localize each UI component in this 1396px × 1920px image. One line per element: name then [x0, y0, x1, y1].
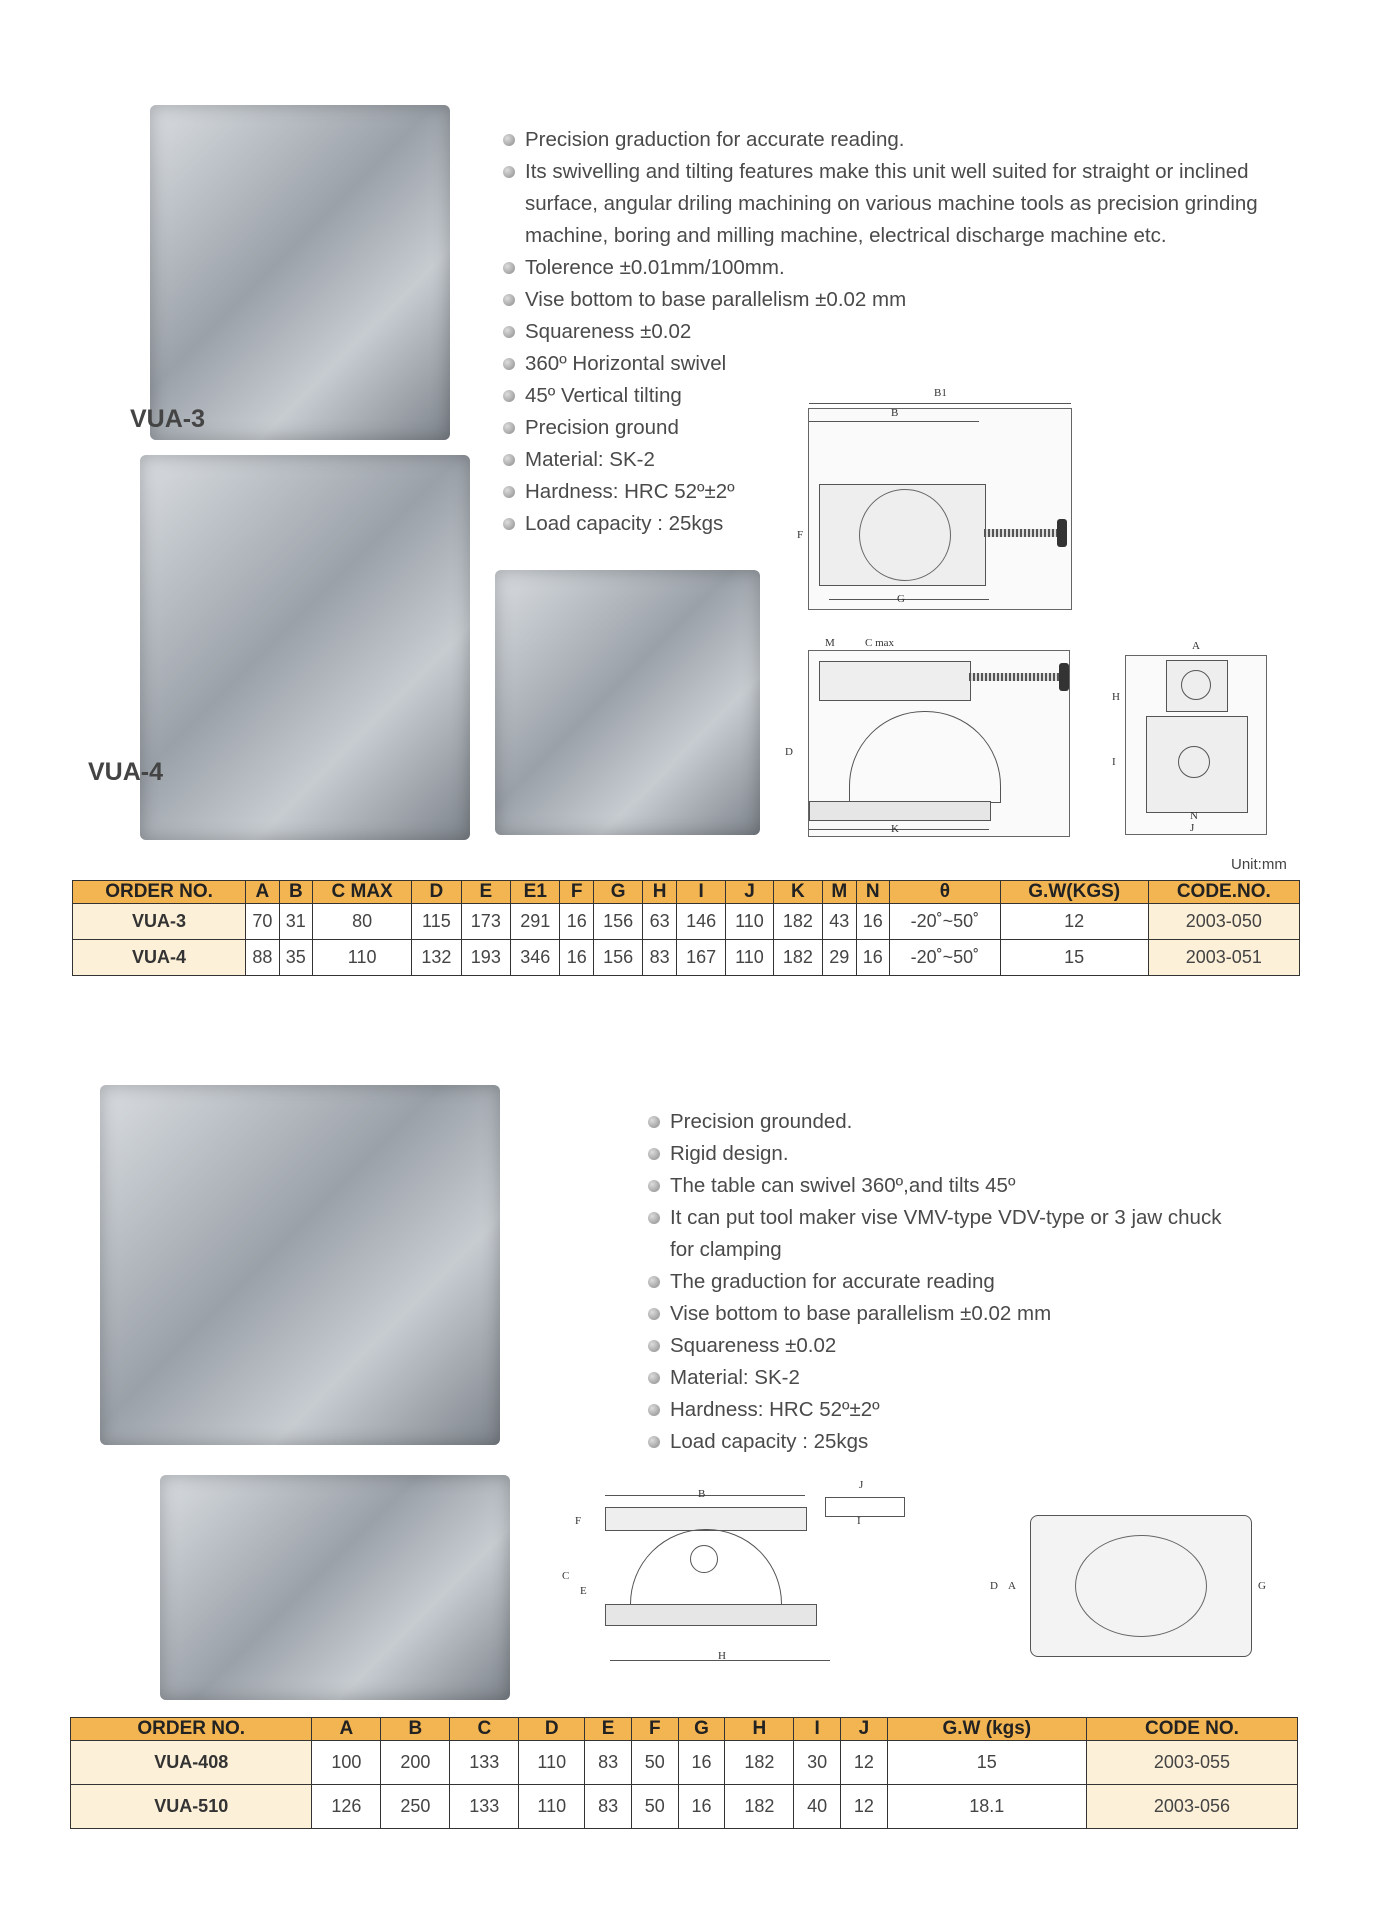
t-slot-detail-drawing: J I [825, 1485, 905, 1530]
bullet-icon [503, 134, 515, 146]
feature-item: Precision graduction for accurate reading. [503, 124, 1303, 156]
table-cell: 200 [381, 1741, 450, 1785]
table-cell: 88 [246, 940, 279, 976]
feature-item: The graduction for accurate reading [648, 1266, 1248, 1298]
table-header-row [73, 881, 1300, 904]
bullet-icon [648, 1148, 660, 1160]
bullet-icon [648, 1404, 660, 1416]
column-header: I [676, 881, 725, 904]
table-row [73, 904, 1300, 940]
vua-end-view-drawing: A H I N J [1125, 655, 1267, 835]
bullet-icon [648, 1308, 660, 1320]
table-cell: 35 [279, 940, 312, 976]
column-header: J [726, 881, 773, 904]
table-header-row [71, 1718, 1298, 1741]
feature-item: 360º Horizontal swivel [503, 348, 1303, 380]
table-cell: VUA-408 [71, 1741, 312, 1785]
column-header: CODE NO. [1086, 1718, 1297, 1741]
feature-item: Hardness: HRC 52º±2º [503, 476, 1303, 508]
column-header: A [312, 1718, 381, 1741]
tilting-table-photo [100, 1085, 500, 1445]
vua-408-510-spec-table [70, 1717, 1298, 1829]
feature-item: 45º Vertical tilting [503, 380, 1303, 412]
table-cell: 146 [676, 904, 725, 940]
bullet-icon [503, 166, 515, 178]
column-header: B [279, 881, 312, 904]
tilting-table-side-drawing: B F C E H [570, 1485, 840, 1680]
column-header: M [823, 881, 856, 904]
bullet-icon [648, 1340, 660, 1352]
column-header: A [246, 881, 279, 904]
feature-item: Hardness: HRC 52º±2º [648, 1394, 1248, 1426]
bullet-icon [503, 422, 515, 434]
table-cell: 15 [1000, 940, 1148, 976]
table-cell: 167 [676, 940, 725, 976]
bullet-icon [503, 358, 515, 370]
table-cell: 133 [450, 1741, 519, 1785]
table-cell: 110 [726, 904, 773, 940]
table-cell: VUA-3 [73, 904, 246, 940]
table-cell: 173 [461, 904, 510, 940]
feature-item: Rigid design. [648, 1138, 1248, 1170]
bullet-icon [503, 294, 515, 306]
column-header: G.W (kgs) [887, 1718, 1086, 1741]
table-cell: VUA-510 [71, 1785, 312, 1829]
vua-top-view-drawing: B1 B G F [808, 408, 1072, 610]
column-header: E1 [511, 881, 560, 904]
table-cell: 2003-051 [1148, 940, 1299, 976]
table-cell: 31 [279, 904, 312, 940]
feature-item: Material: SK-2 [503, 444, 1303, 476]
table-cell: 182 [725, 1741, 794, 1785]
column-header: ORDER NO. [71, 1718, 312, 1741]
table-cell: 100 [312, 1741, 381, 1785]
column-header: G [678, 1718, 725, 1741]
bullet-icon [503, 262, 515, 274]
bullet-icon [648, 1372, 660, 1384]
feature-item: Precision ground [503, 412, 1303, 444]
vua-side-view-drawing: M C max D K [808, 650, 1070, 837]
column-header: G [593, 881, 642, 904]
vua4-photo [140, 455, 470, 840]
table-cell: 291 [511, 904, 560, 940]
table-cell: 250 [381, 1785, 450, 1829]
column-header: J [841, 1718, 888, 1741]
table-cell: 30 [794, 1741, 841, 1785]
table-cell: 133 [450, 1785, 519, 1829]
feature-item: Vise bottom to base parallelism ±0.02 mm [503, 284, 1303, 316]
column-header: K [773, 881, 822, 904]
feature-item: Squareness ±0.02 [503, 316, 1303, 348]
bullet-icon [503, 454, 515, 466]
column-header: D [412, 881, 461, 904]
bullet-icon [503, 518, 515, 530]
table-cell: 2003-056 [1086, 1785, 1297, 1829]
table-cell: 29 [823, 940, 856, 976]
table-cell: 12 [1000, 904, 1148, 940]
table-cell: 132 [412, 940, 461, 976]
table-cell: 115 [412, 904, 461, 940]
table-cell: 50 [631, 1741, 678, 1785]
feature-item: Tolerence ±0.01mm/100mm. [503, 252, 1303, 284]
table-cell: 16 [678, 1785, 725, 1829]
bullet-icon [648, 1180, 660, 1192]
table-cell: 346 [511, 940, 560, 976]
table-cell: 182 [773, 940, 822, 976]
column-header: θ [890, 881, 1001, 904]
column-header: D [519, 1718, 585, 1741]
table-cell: 126 [312, 1785, 381, 1829]
table-cell: 182 [725, 1785, 794, 1829]
feature-item: Load capacity : 25kgs [648, 1426, 1248, 1458]
column-header: E [585, 1718, 632, 1741]
column-header: C [450, 1718, 519, 1741]
table-cell: 12 [841, 1741, 888, 1785]
vua3-photo [150, 105, 450, 440]
table-cell: -20˚~50˚ [890, 940, 1001, 976]
feature-item: Squareness ±0.02 [648, 1330, 1248, 1362]
table-cell: 16 [678, 1741, 725, 1785]
table-cell: 2003-055 [1086, 1741, 1297, 1785]
table-row [71, 1785, 1298, 1829]
table-cell: 50 [631, 1785, 678, 1829]
table-row [73, 940, 1300, 976]
feature-item: Material: SK-2 [648, 1362, 1248, 1394]
column-header: I [794, 1718, 841, 1741]
table-cell: 83 [585, 1741, 632, 1785]
vua3-label: VUA-3 [130, 405, 206, 433]
bullet-icon [503, 486, 515, 498]
table-cell: 110 [313, 940, 412, 976]
column-header: G.W(KGS) [1000, 881, 1148, 904]
column-header: C MAX [313, 881, 412, 904]
table-cell: VUA-4 [73, 940, 246, 976]
table-cell: 40 [794, 1785, 841, 1829]
bullet-icon [648, 1276, 660, 1288]
vua4-label: VUA-4 [88, 758, 164, 786]
table-row [71, 1741, 1298, 1785]
table-cell: 63 [643, 904, 676, 940]
table-cell: 156 [593, 940, 642, 976]
vua-3-4-spec-table [72, 880, 1300, 976]
column-header: F [560, 881, 593, 904]
vua4-angled-photo [495, 570, 760, 835]
table-cell: 80 [313, 904, 412, 940]
feature-item: The table can swivel 360º,and tilts 45º [648, 1170, 1248, 1202]
unit-label: Unit:mm [1231, 856, 1287, 873]
table-cell: 110 [519, 1785, 585, 1829]
tilting-table-top-drawing: D A G [1000, 1505, 1258, 1675]
column-header: H [643, 881, 676, 904]
bullet-icon [648, 1116, 660, 1128]
table-cell: 70 [246, 904, 279, 940]
column-header: H [725, 1718, 794, 1741]
feature-item: It can put tool maker vise VMV-type VDV-type or 3 jaw chuck for clamping [648, 1202, 1248, 1266]
table-cell: 110 [726, 940, 773, 976]
column-header: F [631, 1718, 678, 1741]
feature-item: Its swivelling and tilting features make this unit well suited for straight or inclined surface, angular driling machining on various machine tools as precision grinding machine, boring and milling machine, electrical discharge machine etc. [503, 156, 1303, 252]
table-cell: 43 [823, 904, 856, 940]
bullet-icon [503, 326, 515, 338]
table-cell: 83 [585, 1785, 632, 1829]
table-cell: -20˚~50˚ [890, 904, 1001, 940]
feature-item: Precision grounded. [648, 1106, 1248, 1138]
column-header: B [381, 1718, 450, 1741]
table-cell: 2003-050 [1148, 904, 1299, 940]
feature-item: Load capacity : 25kgs [503, 508, 1303, 540]
column-header: ORDER NO. [73, 881, 246, 904]
table-cell: 16 [856, 904, 889, 940]
column-header: CODE.NO. [1148, 881, 1299, 904]
table-cell: 83 [643, 940, 676, 976]
bullet-icon [503, 390, 515, 402]
table-cell: 16 [856, 940, 889, 976]
table-cell: 16 [560, 940, 593, 976]
tilting-table-front-photo [160, 1475, 510, 1700]
column-header: N [856, 881, 889, 904]
table-cell: 193 [461, 940, 510, 976]
table-cell: 16 [560, 904, 593, 940]
column-header: E [461, 881, 510, 904]
table-cell: 182 [773, 904, 822, 940]
section2-feature-list [648, 1106, 1248, 1458]
table-cell: 15 [887, 1741, 1086, 1785]
bullet-icon [648, 1436, 660, 1448]
table-cell: 110 [519, 1741, 585, 1785]
table-cell: 156 [593, 904, 642, 940]
feature-item: Vise bottom to base parallelism ±0.02 mm [648, 1298, 1248, 1330]
bullet-icon [648, 1212, 660, 1224]
table-cell: 18.1 [887, 1785, 1086, 1829]
table-cell: 12 [841, 1785, 888, 1829]
